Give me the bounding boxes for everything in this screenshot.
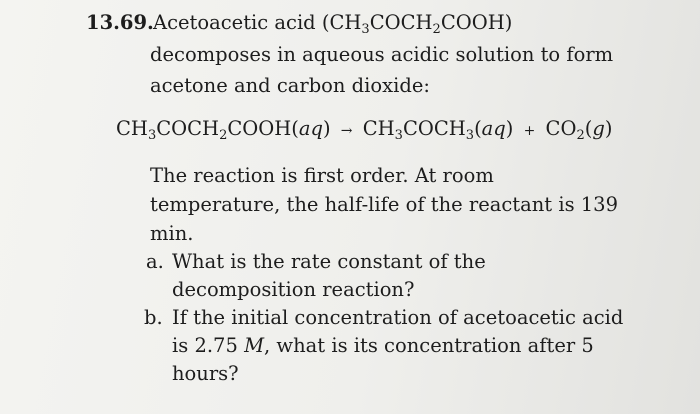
question-a-line-2: decomposition reaction? — [172, 278, 415, 301]
intro-line-1: Acetoacetic acid $(CH_3COCH_2COOH)$ — [153, 11, 513, 37]
intro-line-3: acetone and carbon dioxide: — [150, 74, 430, 97]
reaction-equation: $CH_3COCH_2COOH(aq)$ → $CH_3COCH_3(aq) + CO_2(g)$ — [116, 117, 613, 143]
reaction-arrow: → — [340, 123, 353, 139]
question-a-label: a. — [146, 250, 164, 273]
para-line-3: min. — [150, 222, 194, 245]
para-line-2: temperature, the half-life of the reactant is 139 — [150, 193, 618, 216]
problem-number: 13.69. — [86, 11, 154, 34]
question-b-line-3: hours? — [172, 362, 239, 385]
para-line-1: The reaction is first order. At room — [150, 164, 494, 187]
question-b-line-1: If the initial concentration of acetoacetic acid — [172, 306, 624, 329]
question-b-line-2: is 2.75 M, what is its concentration after 5 — [172, 334, 594, 357]
question-a-line-1: What is the rate constant of the — [172, 250, 486, 273]
intro-line-2: decomposes in aqueous acidic solution to form — [150, 43, 614, 66]
question-b-label: b. — [144, 306, 163, 329]
